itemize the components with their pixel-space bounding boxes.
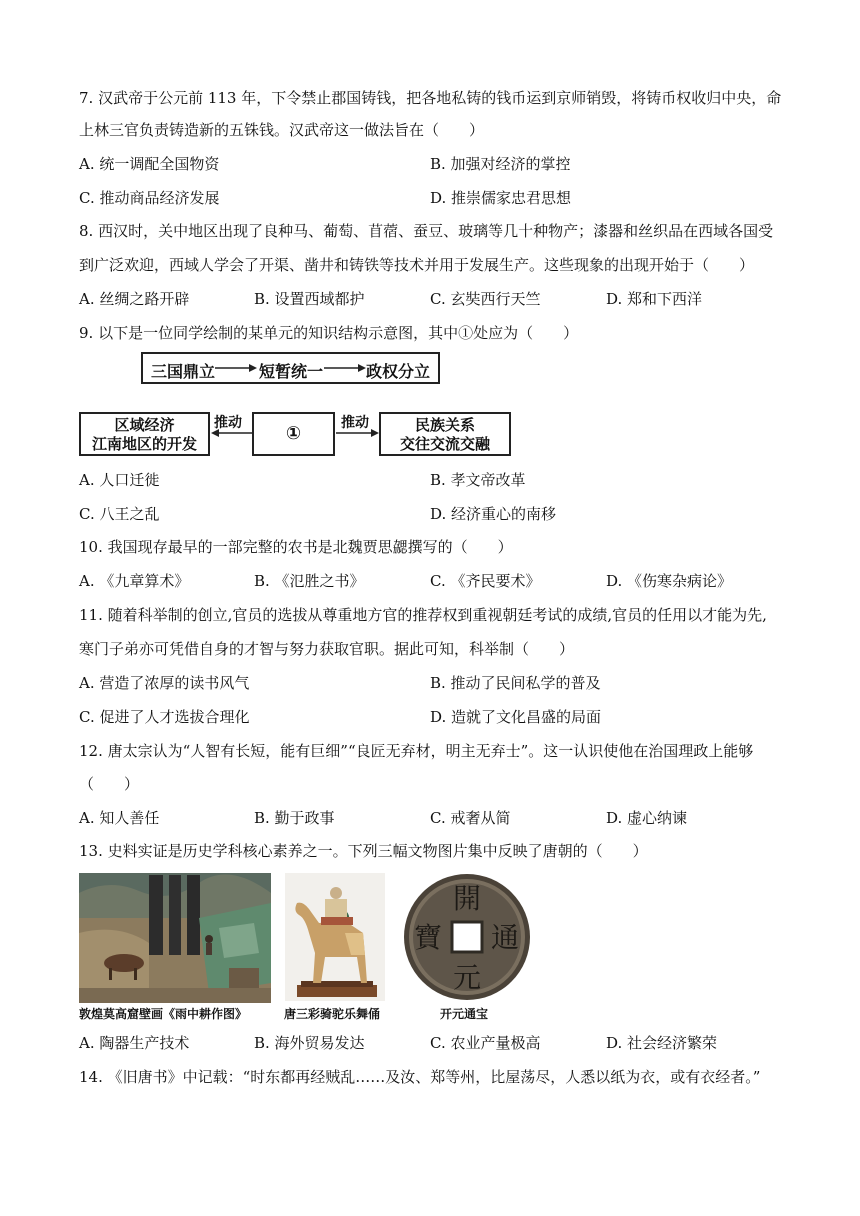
diagram-right-box	[379, 412, 511, 456]
camel-figurine-caption: 唐三彩骑驼乐舞俑	[284, 1007, 381, 1021]
q8-stem-line2: 到广泛欢迎，西域人学会了开渠、凿井和铸铁等技术并用于发展生产。这些现象的出现开始于（ ）	[79, 256, 755, 274]
q13-option-a: A. 陶器生产技术	[79, 1034, 190, 1052]
q13-stem-line1: 13. 史料实证是历史学科核心素养之一。下列三幅文物图片集中反映了唐朝的（ ）	[79, 842, 648, 860]
q11-option-a: A. 营造了浓厚的读书风气	[79, 674, 250, 692]
q12-option-a: A. 知人善任	[79, 809, 160, 827]
coin-char-bottom: 元	[453, 961, 482, 994]
coin-char-left: 寶	[414, 921, 443, 954]
coin-char-right: 通	[491, 921, 520, 954]
q7-stem-line2: 上林三官负责铸造新的五铢钱。汉武帝这一做法旨在（ ）	[79, 121, 485, 139]
diagram-push-left-label: 推动	[214, 415, 242, 431]
q8-option-c: C. 玄奘西行天竺	[430, 290, 541, 308]
diagram-left-line2: 江南地区的开发	[91, 435, 197, 453]
diagram-push-right-label: 推动	[341, 415, 369, 431]
mural-image	[79, 873, 271, 1003]
diagram-left-line1: 区域经济	[114, 416, 175, 434]
q12-stem-line2: （ ）	[79, 775, 140, 793]
q8-stem-line1: 8. 西汉时，关中地区出现了良种马、葡萄、苜蓿、蚕豆、玻璃等几十种物产；漆器和丝织品在西域各国受	[79, 222, 774, 240]
q11-stem-line2: 寒门子弟亦可凭借自身的才智与努力获取官职。据此可知，科举制（ ）	[79, 640, 575, 658]
q10-option-c: C. 《齐民要术》	[430, 572, 541, 590]
diagram-center-label: ①	[285, 423, 302, 444]
coin-caption: 开元通宝	[440, 1007, 489, 1021]
q7-option-d: D. 推崇儒家忠君思想	[430, 189, 572, 207]
diagram-right-line1: 民族关系	[414, 416, 475, 434]
q12-option-c: C. 戒奢从简	[430, 809, 511, 827]
diagram-top-box	[141, 352, 440, 384]
q12-option-d: D. 虚心纳谏	[606, 809, 688, 827]
q7-stem-line1: 7. 汉武帝于公元前 113 年，下令禁止郡国铸钱，把各地私铸的钱币运到京师销毁，将铸币权收归中央，命	[79, 89, 782, 107]
diagram-arrow-top-2	[324, 368, 325, 369]
q8-option-b: B. 设置西域都护	[254, 290, 365, 308]
diagram-top-1: 三国鼎立	[151, 362, 216, 381]
q9-option-a: A. 人口迁徙	[79, 471, 160, 489]
q10-option-a: A. 《九章算术》	[79, 572, 190, 590]
q13-option-b: B. 海外贸易发达	[254, 1034, 365, 1052]
q9-option-d: D. 经济重心的南移	[430, 505, 557, 523]
q11-option-b: B. 推动了民间私学的普及	[430, 674, 601, 692]
q10-option-b: B. 《氾胜之书》	[254, 572, 365, 590]
diagram-center-box	[252, 412, 335, 456]
diagram-left-box	[79, 412, 210, 456]
diagram-top-2: 短暂统一	[259, 362, 324, 381]
diagram-arrow-right	[336, 433, 337, 434]
q9-stem-line1: 9. 以下是一位同学绘制的某单元的知识结构示意图，其中①处应为（ ）	[79, 324, 579, 342]
q8-option-a: A. 丝绸之路开辟	[79, 290, 190, 308]
q7-option-c: C. 推动商品经济发展	[79, 189, 220, 207]
q13-option-d: D. 社会经济繁荣	[606, 1034, 718, 1052]
mural-caption: 敦煌莫高窟壁画《雨中耕作图》	[79, 1007, 248, 1021]
coin-char-top: 開	[453, 882, 482, 915]
q9-option-c: C. 八王之乱	[79, 505, 160, 523]
q8-option-d: D. 郑和下西洋	[606, 290, 703, 308]
q11-stem-line1: 11. 随着科举制的创立,官员的选拔从尊重地方官的推荐权到重视朝廷考试的成绩,官员的任用以才能为先,	[79, 606, 767, 624]
diagram-top-3: 政权分立	[366, 362, 431, 381]
camel-figurine-image	[285, 873, 385, 1001]
q10-stem-line1: 10. 我国现存最早的一部完整的农书是北魏贾思勰撰写的（ ）	[79, 538, 513, 556]
q12-option-b: B. 勤于政事	[254, 809, 335, 827]
q10-option-d: D. 《伤寒杂病论》	[606, 572, 733, 590]
diagram-arrow-left	[211, 433, 212, 434]
diagram-right-line2: 交往交流交融	[399, 435, 490, 453]
q7-option-b: B. 加强对经济的掌控	[430, 155, 571, 173]
q13-option-c: C. 农业产量极高	[430, 1034, 541, 1052]
q12-stem-line1: 12. 唐太宗认为“人智有长短，能有巨细”“良匠无弃材，明主无弃士”。这一认识使他在治国理政上能够	[79, 742, 754, 760]
q7-option-a: A. 统一调配全国物资	[79, 155, 220, 173]
q9-option-b: B. 孝文帝改革	[430, 471, 526, 489]
q11-option-c: C. 促进了人才选拔合理化	[79, 708, 250, 726]
q11-option-d: D. 造就了文化昌盛的局面	[430, 708, 602, 726]
diagram-arrow-top-1	[215, 368, 216, 369]
q14-stem-line1: 14. 《旧唐书》中记载：“时东都再经贼乱……及汝、郑等州，比屋荡尽，人悉以纸为衣，或有衣经者。”	[79, 1068, 761, 1086]
